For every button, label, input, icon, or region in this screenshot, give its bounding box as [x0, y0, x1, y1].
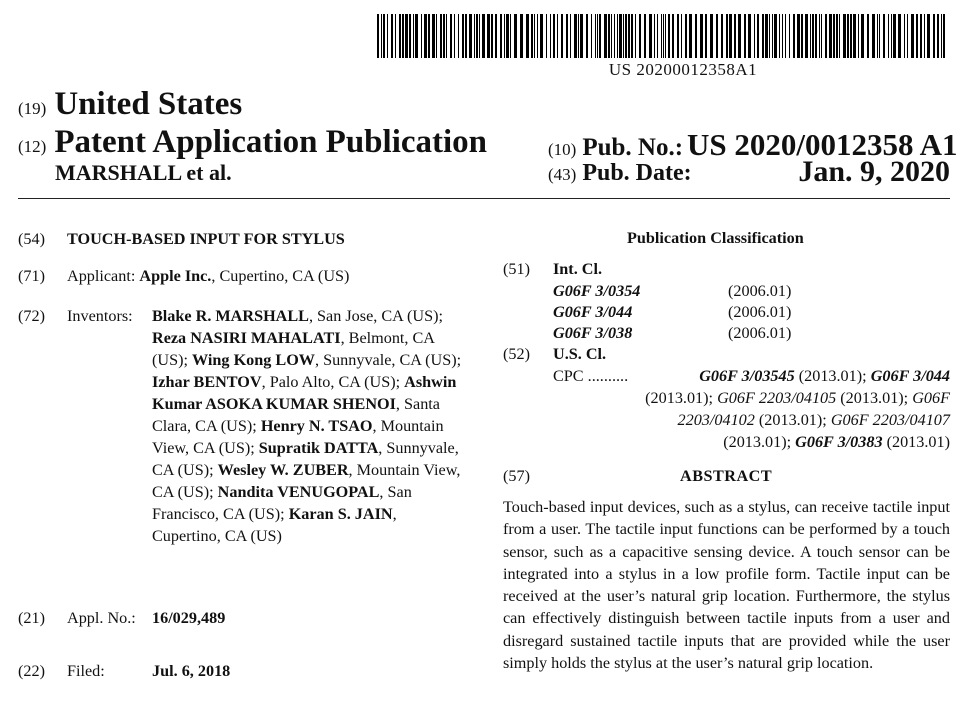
applicant-row — [0, 265, 480, 287]
barcode-bar — [933, 14, 935, 58]
barcode-bar — [815, 14, 817, 58]
cpc-class: G06F — [912, 389, 950, 407]
barcode-bar — [801, 14, 803, 58]
applicant-location: , Cupertino, CA (US) — [211, 267, 350, 285]
barcode-bar — [867, 14, 869, 58]
barcode-bar — [462, 14, 464, 58]
barcode-bar — [665, 14, 666, 58]
barcode-bar — [454, 14, 455, 58]
barcode-bar — [628, 14, 630, 58]
publication-date: Jan. 9, 2020 — [798, 155, 950, 188]
applicant-label: Applicant: — [67, 267, 136, 285]
header-divider — [18, 198, 950, 199]
barcode-bar — [450, 14, 452, 58]
inventor-location: , Santa Clara, CA (US); — [152, 395, 440, 435]
barcode-bar — [614, 14, 615, 58]
barcode-bar — [872, 14, 875, 58]
barcode-bar — [599, 14, 601, 58]
title-code: (54) — [18, 230, 45, 248]
country-name: United States — [54, 86, 243, 122]
barcode-bar — [391, 14, 393, 58]
barcode-bar — [847, 14, 849, 58]
barcode-bar — [557, 14, 558, 58]
inventor-location: , San Jose, CA (US); — [308, 307, 443, 325]
barcode-bar — [812, 14, 814, 58]
int-cl-row — [553, 301, 793, 323]
barcode-bar — [487, 14, 490, 58]
title-row — [0, 228, 480, 250]
barcode-bar — [399, 14, 401, 58]
inventor-name: Izhar BENTOV — [152, 373, 262, 391]
barcode-bar — [476, 14, 478, 58]
int-cl-code: (51) — [503, 260, 530, 278]
barcode-bar — [617, 14, 618, 58]
inventors-code: (72) — [18, 307, 45, 325]
cpc-year: (2013.01); — [754, 411, 831, 429]
barcode-bar — [937, 14, 939, 58]
barcode-bar — [474, 14, 475, 58]
barcode-bar — [839, 14, 840, 58]
publication-type — [18, 124, 487, 161]
applicant-code: (71) — [18, 267, 45, 285]
cpc-line — [503, 409, 950, 431]
barcode-bar — [785, 14, 786, 58]
barcode-bar — [395, 14, 396, 58]
barcode-bar — [619, 14, 622, 58]
int-cl-year: (2006.01) — [728, 324, 792, 342]
inventor-location: , San Francisco, CA (US); — [152, 483, 412, 523]
barcode-bar — [677, 14, 679, 58]
barcode-bar — [762, 14, 764, 58]
cpc-class: G06F 3/03545 — [699, 367, 795, 385]
barcode-bar — [440, 14, 442, 58]
inventor-location: , Sunnyvale, CA (US); — [152, 439, 459, 479]
barcode-bar — [748, 14, 751, 58]
barcode-bar — [920, 14, 922, 58]
pub-date-label: Pub. Date: — [582, 160, 692, 186]
inventor-name: Reza NASIRI MAHALATI — [152, 329, 341, 347]
barcode-bar — [765, 14, 768, 58]
barcode-bar — [604, 14, 607, 58]
barcode-bar — [402, 14, 404, 58]
barcode-bar — [779, 14, 780, 58]
barcode-bar — [504, 14, 505, 58]
inventor-name: Karan S. JAIN — [288, 505, 393, 523]
barcode-bar — [907, 14, 908, 58]
barcode — [377, 14, 949, 58]
barcode-bar — [695, 14, 697, 58]
barcode-bar — [805, 14, 808, 58]
cpc-class: G06F 2203/04105 — [717, 389, 837, 407]
barcode-bar — [591, 14, 592, 58]
barcode-bar — [833, 14, 835, 58]
cpc-year: (2013.01); — [645, 389, 718, 407]
country-heading — [18, 86, 242, 123]
barcode-bar — [458, 14, 459, 58]
filed-row — [0, 660, 480, 682]
barcode-bar — [381, 14, 382, 58]
barcode-bar — [446, 14, 447, 58]
barcode-bar — [904, 14, 905, 58]
barcode-bar — [793, 14, 795, 58]
barcode-bar — [574, 14, 577, 58]
barcode-bar — [580, 14, 583, 58]
barcode-bar — [681, 14, 682, 58]
barcode-bar — [853, 14, 856, 58]
barcode-bar — [635, 14, 636, 58]
cpc-dots: .......... — [587, 367, 629, 385]
inventors-row — [0, 305, 480, 585]
inventor-name: Wing Kong LOW — [192, 351, 315, 369]
barcode-bar — [710, 14, 713, 58]
cpc-line — [503, 431, 950, 453]
barcode-bar — [534, 14, 535, 58]
barcode-bar — [927, 14, 930, 58]
inventor-name: Supratik DATTA — [258, 439, 379, 457]
abstract-text: Touch-based input devices, such as a stylus, can receive tactile input from a user. The tactile input functions can be performed by a touch sensor, such as a capacitive sensing device. A touch sensor can be integrated into a stylus in a low profile form. Tactile input can be received at the user’s natural grip location. Furthermore, the stylus can effectively distinguish between tactile inputs from a user and disregard sustained tactile inputs that are provided while the user simply holds the stylus at the user’s natural grip location. — [503, 498, 950, 673]
barcode-bar — [540, 14, 543, 58]
barcode-bar — [479, 14, 480, 58]
barcode-bar — [738, 14, 741, 58]
barcode-bar — [625, 14, 627, 58]
barcode-bar — [550, 14, 551, 58]
barcode-bar — [797, 14, 800, 58]
barcode-bar — [510, 14, 511, 58]
barcode-bar — [639, 14, 641, 58]
inventor-name: Ashwin Kumar ASOKA KUMAR SHENOI — [152, 373, 457, 413]
barcode-bar — [769, 14, 770, 58]
barcode-bar — [377, 14, 379, 58]
barcode-bar — [888, 14, 889, 58]
barcode-bar — [657, 14, 658, 58]
barcode-bar — [649, 14, 652, 58]
barcode-bar — [821, 14, 822, 58]
application-number-row — [0, 607, 480, 629]
pub-date-code: (43) — [548, 165, 577, 184]
cpc-classifications — [503, 365, 950, 453]
barcode-bar — [789, 14, 790, 58]
pub-no-value: US 2020/0012358 A1 — [687, 127, 958, 162]
cpc-year: (2013.01) — [882, 433, 950, 451]
barcode-bar — [428, 14, 430, 58]
barcode-bar — [716, 14, 718, 58]
barcode-bar — [911, 14, 914, 58]
barcode-bar — [432, 14, 435, 58]
barcode-bar — [500, 14, 502, 58]
barcode-number: US 20200012358A1 — [608, 60, 758, 79]
inventor-name: Henry N. TSAO — [260, 417, 373, 435]
country-code: (19) — [18, 99, 47, 118]
int-cl-year: (2006.01) — [728, 282, 792, 300]
barcode-bar — [883, 14, 885, 58]
barcode-bar — [608, 14, 610, 58]
inventor-location: , Palo Alto, CA (US); — [261, 373, 405, 391]
barcode-bar — [566, 14, 568, 58]
cpc-class: G06F 2203/04107 — [830, 411, 950, 429]
barcode-bar — [850, 14, 852, 58]
pub-no-label: Pub. No.: — [582, 134, 684, 161]
barcode-bar — [611, 14, 612, 58]
barcode-bar — [757, 14, 759, 58]
barcode-bar — [586, 14, 588, 58]
barcode-bar — [561, 14, 563, 58]
inventor-location: , Mountain View, CA (US); — [152, 417, 444, 457]
barcode-bar — [597, 14, 598, 58]
barcode-bar — [829, 14, 832, 58]
cpc-year: (2013.01); — [836, 389, 913, 407]
barcode-bar — [672, 14, 674, 58]
int-cl-row — [553, 322, 793, 344]
barcode-bar — [891, 14, 892, 58]
barcode-bar — [772, 14, 773, 58]
barcode-bar — [415, 14, 418, 58]
barcode-bar — [631, 14, 633, 58]
barcode-bar — [424, 14, 427, 58]
filed-code: (22) — [18, 662, 45, 680]
int-cl-label: Int. Cl. — [553, 260, 603, 278]
barcode-bar — [943, 14, 945, 58]
barcode-bar — [810, 14, 811, 58]
authors: MARSHALL et al. — [55, 160, 232, 185]
barcode-bar — [514, 14, 517, 58]
barcode-bar — [734, 14, 736, 58]
barcode-bar — [668, 14, 670, 58]
barcode-bar — [916, 14, 918, 58]
type-code: (12) — [18, 137, 47, 156]
inventor-name: Blake R. MARSHALL — [152, 307, 309, 325]
barcode-bar — [843, 14, 846, 58]
barcode-bar — [623, 14, 624, 58]
inventors-list — [152, 305, 462, 547]
invention-title: TOUCH-BASED INPUT FOR STYLUS — [67, 230, 345, 248]
barcode-bar — [644, 14, 646, 58]
inventors-label: Inventors: — [67, 307, 133, 325]
applicant-line — [67, 265, 349, 287]
cpc-class: G06F 3/044 — [870, 367, 950, 385]
cpc-class: 2203/04102 — [677, 411, 755, 429]
barcode-bar — [595, 14, 596, 58]
barcode-bar — [898, 14, 901, 58]
barcode-bar — [879, 14, 880, 58]
cpc-year: (2013.01); — [794, 367, 871, 385]
barcode-bar — [663, 14, 664, 58]
inventor-location: , Belmont, CA (US); — [152, 329, 435, 369]
inventor-location: , Cupertino, CA (US) — [152, 505, 397, 545]
barcode-bar — [421, 14, 422, 58]
appl-number: 16/029,489 — [152, 609, 226, 627]
barcode-bar — [491, 14, 493, 58]
barcode-bar — [689, 14, 692, 58]
barcode-bar — [537, 14, 538, 58]
int-cl-year: (2006.01) — [728, 303, 792, 321]
barcode-bar — [520, 14, 523, 58]
inventor-name: Nandita VENUGOPAL — [217, 483, 380, 501]
publication-date-label — [548, 160, 692, 187]
int-cl-class: G06F 3/044 — [553, 303, 633, 321]
barcode-bar — [721, 14, 723, 58]
barcode-bar — [526, 14, 529, 58]
filed-label: Filed: — [67, 662, 105, 680]
barcode-bar — [819, 14, 820, 58]
abstract-title: ABSTRACT — [680, 467, 773, 485]
barcode-bar — [726, 14, 728, 58]
abstract-code: (57) — [503, 467, 530, 485]
barcode-bar — [443, 14, 445, 58]
barcode-bar — [495, 14, 497, 58]
barcode-bar — [661, 14, 662, 58]
barcode-bar — [465, 14, 467, 58]
barcode-bar — [436, 14, 437, 58]
barcode-bar — [893, 14, 896, 58]
inventor-name: Wesley W. ZUBER — [217, 461, 349, 479]
inventor-location: , Sunnyvale, CA (US); — [314, 351, 462, 369]
barcode-bar — [858, 14, 859, 58]
barcode-bar — [705, 14, 707, 58]
barcode-bar — [570, 14, 571, 58]
barcode-bar — [774, 14, 777, 58]
appl-code: (21) — [18, 609, 45, 627]
barcode-bar — [825, 14, 827, 58]
barcode-bar — [941, 14, 942, 58]
int-cl-row — [553, 280, 793, 302]
barcode-bar — [700, 14, 703, 58]
barcode-bar — [654, 14, 655, 58]
barcode-bar — [729, 14, 732, 58]
barcode-bar — [924, 14, 925, 58]
barcode-bar — [506, 14, 509, 58]
barcode-bar — [405, 14, 408, 58]
int-cl-class: G06F 3/038 — [553, 324, 633, 342]
cpc-label: CPC — [553, 367, 584, 385]
barcode-bar — [553, 14, 555, 58]
applicant-name: Apple Inc. — [139, 267, 212, 285]
inventor-location: , Mountain View, CA (US); — [152, 461, 461, 501]
cpc-year: (2013.01); — [723, 433, 796, 451]
barcode-bar — [744, 14, 746, 58]
int-cl-class: G06F 3/0354 — [553, 282, 641, 300]
cpc-line — [503, 387, 950, 409]
filed-date: Jul. 6, 2018 — [152, 662, 231, 680]
barcode-bar — [782, 14, 783, 58]
barcode-bar — [387, 14, 388, 58]
publication-classification-title: Publication Classification — [627, 229, 804, 247]
us-cl-code: (52) — [503, 345, 530, 363]
barcode-bar — [413, 14, 414, 58]
barcode-bar — [469, 14, 472, 58]
pub-no-code: (10) — [548, 140, 577, 159]
cpc-line — [503, 365, 950, 387]
barcode-bar — [754, 14, 755, 58]
barcode-bar — [531, 14, 533, 58]
barcode-bar — [409, 14, 411, 58]
barcode-bar — [685, 14, 687, 58]
cpc-class: G06F 3/0383 — [795, 433, 883, 451]
barcode-bar — [877, 14, 878, 58]
barcode-bar — [383, 14, 385, 58]
barcode-bar — [578, 14, 579, 58]
us-cl-label: U.S. Cl. — [553, 345, 607, 363]
barcode-bar — [546, 14, 547, 58]
barcode-bar — [482, 14, 485, 58]
barcode-bar — [861, 14, 864, 58]
publication-type-text: Patent Application Publication — [54, 124, 488, 160]
barcode-bar — [836, 14, 838, 58]
appl-label: Appl. No.: — [67, 609, 136, 627]
